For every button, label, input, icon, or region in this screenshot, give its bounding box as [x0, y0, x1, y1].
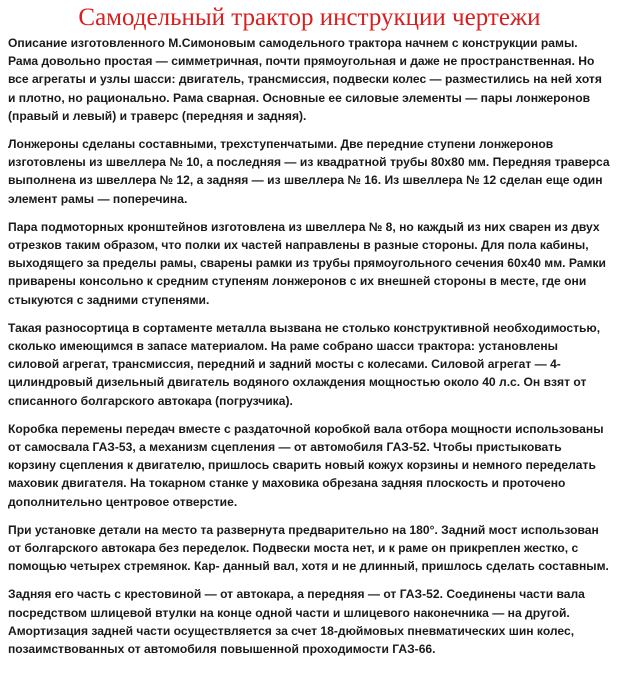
- paragraph-driveshaft: Задняя его часть с крестовиной — от автокара, а передняя — от ГАЗ-52. Соединены части вала посредством шлицевой втулки на конце одной части и шлицевого наконечника — на другой. Амортизация задней части осуществляется за счет 18-дюймовых пневматических шин колес, позаимствованных от автомобиля повышенной проходимости ГАЗ-66.: [8, 587, 585, 657]
- paragraph-side-members: Лонжероны сделаны составными, трехступенчатыми. Две передние ступени лонжеронов изготовлены из швеллера № 10, а последняя — из квадратной трубы 80x80 мм. Передняя траверса выполнена из швеллера № 12, а задняя — из швеллера № 16. Из швеллера № 12 сделан еще один элемент рамы — поперечина.: [8, 137, 610, 206]
- paragraph-frame-description: Описание изготовленного М.Симоновым самодельного трактора начнем с конструкции рамы. Рама довольно простая — симметричная, почти прямоугольная и даже не пространственная. Но все агрегаты и узлы шасси: двигатель, трансмиссия, подвески колес — разместились на ней хотя и плотно, но рационально. Рама сварная. Основные ее силовые элементы — пары лонжеронов (правый и левый) и траверс (передняя и задняя).: [8, 36, 602, 123]
- paragraph-rear-axle: При установке детали на место та развернута предварительно на 180°. Задний мост использован от болгарского автокара без переделок. Подвески моста нет, и к раме он прикреплен жестко, с помощью четырех стремянок. Кар- данный вал, хотя и не длинный, пришлось сделать составным.: [8, 522, 609, 574]
- paragraph-power-unit: Такая разносортица в сортаменте металла вызвана не столько конструктивной необходимостью, сколько имеющимся в запасе материалом. На раме собрано шасси трактора: установлены силовой агрегат, трансмиссия, передний и задний мосты с колесами. Силовой агрегат — 4-цилиндровый дизельный двигатель водяного охлаждения мощностью около 40 л.с. Он взят от списанного болгарского автокара (погрузчика).: [8, 320, 601, 408]
- page-title: Самодельный трактор инструкции чертежи: [78, 4, 541, 31]
- paragraph-engine-brackets: Пара подмоторных кронштейнов изготовлена из швеллера № 8, но каждый из них сварен из двух отрезков таким образом, что полки их частей направлены в разные стороны. Для пола кабины, выходящего за пределы рамы, сварены рамки из трубы прямоугольного сечения 60x40 мм. Рамки приварены консольно к средним ступеням лонжеронов с их внешней стороны в месте, где они стыкуются с задними ступенями.: [8, 219, 606, 307]
- paragraph-gearbox: Коробка перемены передач вместе с раздаточной коробкой вала отбора мощности использованы от самосвала ГАЗ-53, а механизм сцепления — от автомобиля ГАЗ-52. Чтобы пристыковать корзину сцепления к двигателю, пришлось сварить новый кожух корзины и немного переделать маховик двигателя. На токарном станке у маховика обрезана задняя плоскость и проточено дополнительно центровое отверстие.: [8, 421, 604, 509]
